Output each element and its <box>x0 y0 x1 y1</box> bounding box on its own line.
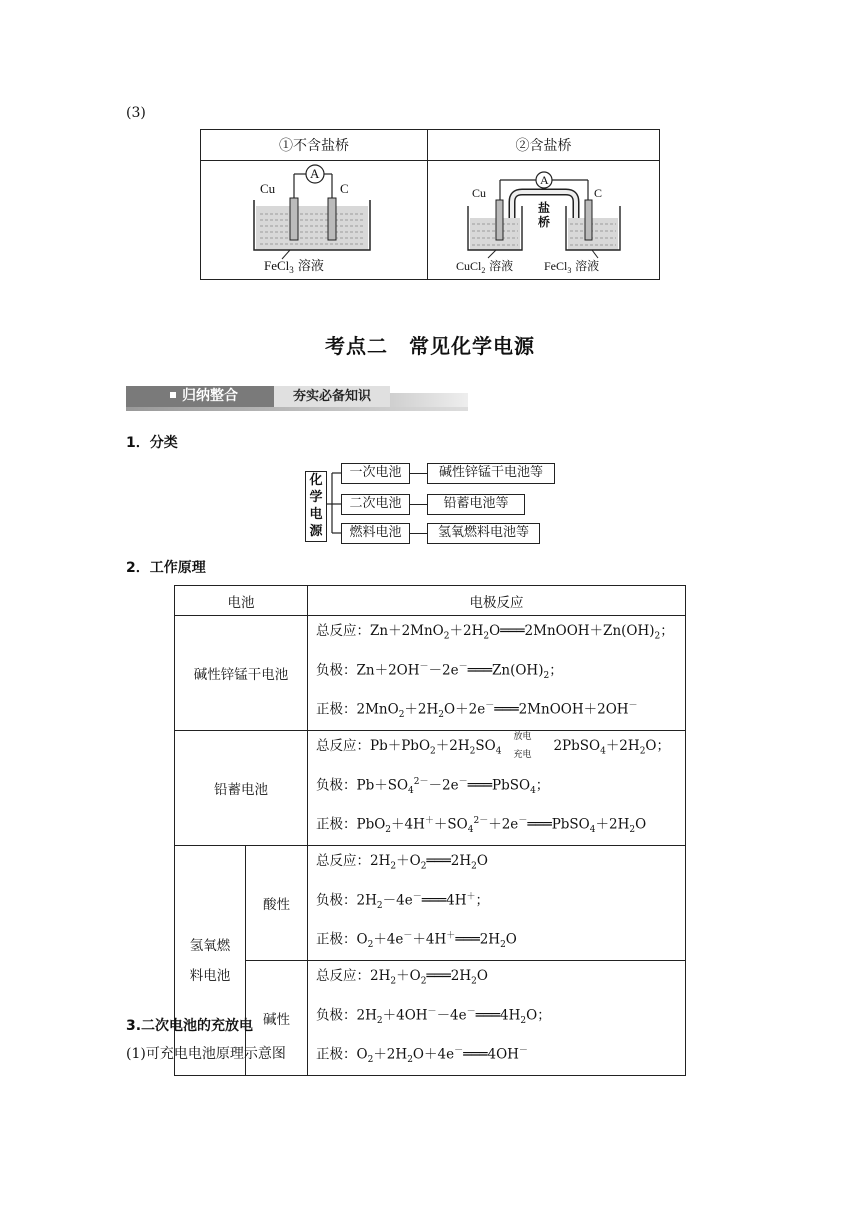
type-primary: 一次电池 <box>341 463 410 484</box>
svg-text:FeCl3 溶液: FeCl$_3$ 溶液 <box>264 258 324 274</box>
reversible-arrow: 放电 充电 <box>513 731 532 760</box>
svg-text:A: A <box>539 173 549 187</box>
svg-text:Cu: Cu <box>471 186 486 200</box>
root-box: 化 学 电 源 <box>305 471 327 542</box>
summary-banner <box>126 386 468 411</box>
example-fuel: 氢氧燃料电池等 <box>427 523 540 544</box>
battery-alkaline: 碱性锌锰干电池 <box>175 616 308 731</box>
type-fuel: 燃料电池 <box>341 523 410 544</box>
svg-text:桥: 桥 <box>537 215 550 229</box>
cell-diagram-no-bridge <box>201 161 428 280</box>
example-primary: 碱性锌锰干电池等 <box>427 463 555 484</box>
reactions-alkaline: 总反应：$Zn+2MnO_2+2H_2O═══2MnOOH+Zn(OH)_2$； 负极：$Zn+2OH^--2e^-═══Zn(OH)_2$； 正极：$2MnO_2+2H_2O+2e^-═══2MnOOH+2OH^-$ <box>308 616 686 731</box>
reactions-lead-acid: 总反应：$Pb+PbO_2+2H_2SO_4$ 放电 充电 $2PbSO_4+2H_2O$； 负极：$Pb+SO_4^{2-}-2e^-═══PbSO_4$； 正极：$PbO_2+4H^++SO_4^{2-}+2e^-═══PbSO_4+2H_2O$ <box>308 731 686 846</box>
banner-right: 夯实必备知识 <box>274 386 390 407</box>
cell-diagram-with-bridge <box>428 161 660 280</box>
electrode-reaction-table <box>174 585 686 1076</box>
reactions-acidic: 总反应：$2H_2+O_2═══2H_2O$ 负极：$2H_2-4e^-═══4H^+$； 正极：$O_2+4e^-+4H^+═══2H_2O$ <box>308 846 686 961</box>
heading-rechargeable: 3.二次电池的充放电 <box>126 1018 254 1034</box>
svg-text:CuCl2 溶液: CuCl$_2$ 溶液 <box>455 259 513 274</box>
type-secondary: 二次电池 <box>341 494 410 515</box>
cell-comparison-table <box>200 129 660 280</box>
salt-bridge-cell-diagram <box>454 162 634 274</box>
banner-left: 归纳整合 <box>126 386 274 407</box>
medium-basic: 碱性 <box>246 961 308 1076</box>
svg-text:FeCl3 溶液: FeCl$_3$ 溶液 <box>543 259 599 274</box>
svg-text:A: A <box>310 166 320 181</box>
header-battery: 电池 <box>175 586 308 616</box>
header-reaction: 电极反应 <box>308 586 686 616</box>
medium-acidic: 酸性 <box>246 846 308 961</box>
reactions-basic: 总反应：$2H_2+O_2═══2H_2O$ 负极：$2H_2+4OH^--4e^-═══4H_2O$； 正极：$O_2+2H_2O+4e^-═══4OH^-$ <box>308 961 686 1076</box>
col-header-no-bridge: ①不含盐桥 <box>201 130 428 161</box>
svg-text:盐: 盐 <box>537 201 550 215</box>
subheading-diagram: (1)可充电电池原理示意图 <box>126 1046 286 1062</box>
svg-text:C: C <box>340 181 349 196</box>
svg-text:Cu: Cu <box>260 181 276 196</box>
battery-lead-acid: 铅蓄电池 <box>175 731 308 846</box>
heading-principle: 2．工作原理 <box>126 560 206 576</box>
example-secondary: 铅蓄电池等 <box>427 494 525 515</box>
battery-fuel-cell: 氢氧燃 料电池 <box>175 846 246 1076</box>
square-bullet-icon <box>170 392 176 398</box>
part-label: (3) <box>126 105 146 121</box>
galvanic-cell-diagram <box>224 162 404 274</box>
section-title: 考点二 常见化学电源 <box>325 334 535 358</box>
heading-classification: 1．分类 <box>126 435 178 451</box>
col-header-with-bridge: ②含盐桥 <box>428 130 660 161</box>
svg-text:C: C <box>593 186 602 200</box>
